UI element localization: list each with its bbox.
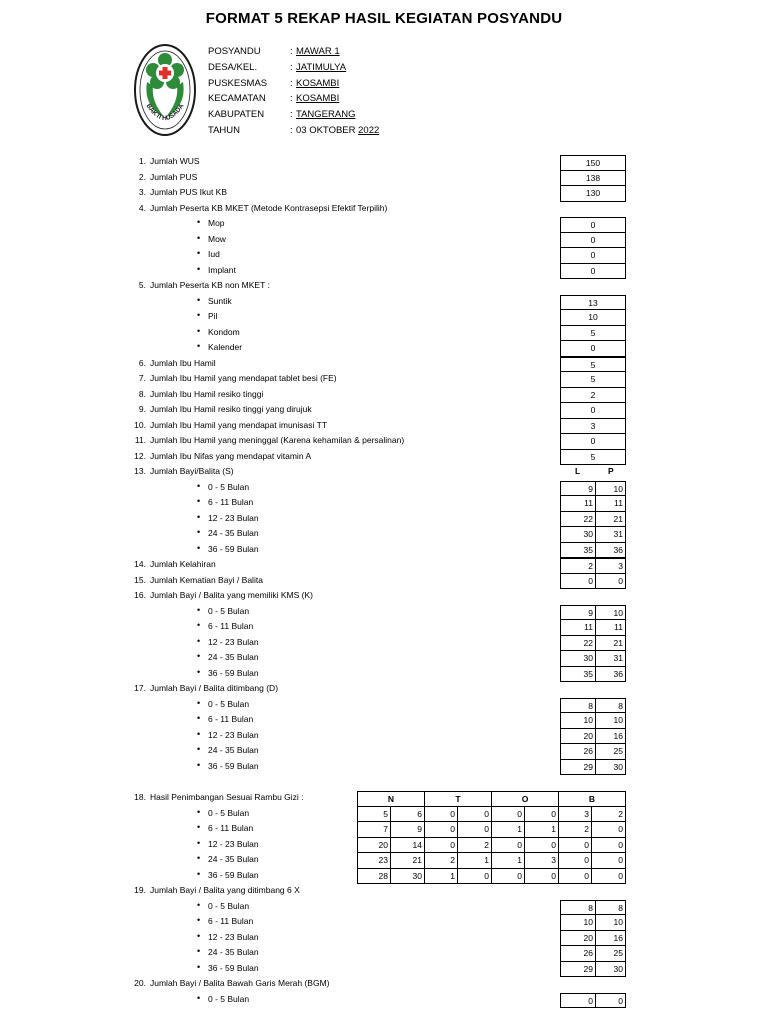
value-cell: 2 bbox=[424, 853, 458, 869]
bullet-icon: • bbox=[197, 868, 201, 879]
item-label: Jumlah Ibu Hamil bbox=[150, 357, 216, 368]
sub-item-label: 36 - 59 Bulan bbox=[208, 667, 259, 678]
item-number: 2. bbox=[138, 171, 146, 182]
bullet-icon: • bbox=[197, 992, 201, 1003]
value-cell: 5 bbox=[560, 372, 626, 388]
value-cell: 9 bbox=[390, 822, 425, 838]
bullet-icon: • bbox=[197, 604, 201, 615]
sub-item-row bbox=[0, 667, 768, 683]
sub-item-row bbox=[0, 993, 768, 1009]
value-cell-l: 11 bbox=[560, 620, 596, 636]
item-label: Jumlah Bayi / Balita Bawah Garis Merah (BGM) bbox=[150, 978, 330, 988]
item-number: 5. bbox=[138, 280, 146, 290]
value-cell-p: 21 bbox=[595, 512, 626, 528]
item-row bbox=[0, 388, 768, 404]
item-row bbox=[0, 155, 768, 171]
sub-item-label: 24 - 35 Bulan bbox=[208, 652, 259, 662]
item-label: Jumlah Bayi / Balita yang memiliki KMS (K) bbox=[150, 590, 313, 600]
value-cell: 10 bbox=[560, 310, 626, 326]
header-info-label: KECAMATAN bbox=[208, 93, 266, 105]
bullet-icon: • bbox=[197, 666, 201, 677]
value-cell: 0 bbox=[560, 248, 626, 264]
value-cell: 0 bbox=[457, 869, 492, 885]
value-cell-l: 29 bbox=[560, 962, 596, 978]
item-number: 6. bbox=[138, 357, 146, 368]
value-cell: 5 bbox=[560, 357, 626, 373]
bullet-icon: • bbox=[197, 697, 201, 708]
item-label: Jumlah PUS Ikut KB bbox=[150, 187, 228, 197]
sub-item-label: 36 - 59 Bulan bbox=[208, 543, 259, 554]
bullet-icon: • bbox=[197, 496, 201, 506]
value-cell-p: 36 bbox=[595, 543, 626, 559]
sub-item-row bbox=[0, 760, 768, 776]
sub-item-label: 6 - 11 Bulan bbox=[208, 714, 254, 724]
sub-item-label: 12 - 23 Bulan bbox=[208, 512, 259, 523]
value-cell-p: 10 bbox=[595, 481, 626, 497]
header-info-label: TAHUN bbox=[208, 125, 241, 136]
sub-item-row bbox=[0, 962, 768, 978]
item-row bbox=[0, 574, 768, 590]
bullet-icon: • bbox=[197, 325, 201, 336]
sub-item-label: 6 - 11 Bulan bbox=[208, 916, 254, 926]
sub-item-label: 12 - 23 Bulan bbox=[208, 729, 259, 740]
value-cell: 0 bbox=[591, 869, 626, 885]
value-cell: 0 bbox=[457, 807, 492, 823]
value-cell-p: 16 bbox=[595, 729, 626, 745]
sub-item-row bbox=[0, 946, 768, 962]
sub-item-label: Mow bbox=[208, 233, 226, 244]
value-cell-p: 16 bbox=[595, 931, 626, 947]
header-info-value bbox=[296, 125, 379, 136]
item-number: 20. bbox=[134, 978, 146, 988]
sub-item-label: 6 - 11 Bulan bbox=[208, 497, 254, 507]
value-cell: 0 bbox=[457, 822, 492, 838]
header-info-colon: : bbox=[290, 125, 293, 136]
item-number: 14. bbox=[134, 559, 146, 569]
sub-item-row bbox=[0, 264, 768, 280]
item-label: Jumlah Bayi/Balita (S) bbox=[150, 466, 234, 476]
sub-item-label: 0 - 5 Bulan bbox=[208, 993, 250, 1004]
value-cell-p: 8 bbox=[595, 900, 626, 916]
item-label: Jumlah Ibu Hamil resiko tinggi bbox=[150, 388, 264, 399]
sub-item-label: Suntik bbox=[208, 295, 232, 306]
item-number: 1. bbox=[138, 156, 146, 166]
sub-item-row bbox=[0, 326, 768, 342]
column-header-b: B bbox=[558, 791, 626, 807]
header-info-value: KOSAMBI bbox=[296, 77, 340, 89]
item-label: Jumlah PUS bbox=[150, 171, 198, 182]
value-cell: 0 bbox=[558, 869, 592, 885]
item-row bbox=[0, 977, 768, 993]
header-info-value: TANGERANG bbox=[296, 109, 356, 121]
sub-item-row bbox=[0, 900, 768, 916]
value-cell: 2 bbox=[558, 822, 592, 838]
value-cell: 2 bbox=[457, 838, 492, 854]
column-header-l: L bbox=[575, 466, 581, 476]
sub-item-row bbox=[0, 729, 768, 745]
value-cell: 0 bbox=[591, 822, 626, 838]
bullet-icon: • bbox=[197, 511, 201, 522]
item-label: Jumlah Ibu Hamil yang meninggal (Karena kehamilan & persalinan) bbox=[150, 435, 405, 445]
sub-item-row bbox=[0, 481, 768, 497]
value-cell-p: 11 bbox=[595, 496, 626, 512]
header-info-value: JATIMULYA bbox=[296, 61, 347, 73]
item-row bbox=[0, 682, 768, 698]
item-label: Jumlah Bayi / Balita yang ditimbang 6 X bbox=[150, 885, 300, 895]
sub-item-row bbox=[0, 869, 768, 885]
value-cell: 0 bbox=[524, 807, 559, 823]
item-row bbox=[0, 279, 768, 295]
value-cell-l: 10 bbox=[560, 713, 596, 729]
sub-item-row bbox=[0, 853, 768, 869]
sub-item-label: Iud bbox=[208, 249, 220, 259]
bullet-icon: • bbox=[197, 744, 201, 754]
item-row bbox=[0, 403, 768, 419]
value-cell: 1 bbox=[424, 869, 458, 885]
item-row bbox=[0, 791, 768, 807]
bullet-icon: • bbox=[197, 713, 201, 723]
value-cell: 28 bbox=[357, 869, 391, 885]
sub-item-row bbox=[0, 512, 768, 528]
sub-item-row bbox=[0, 698, 768, 714]
value-cell-p: 0 bbox=[595, 574, 626, 590]
bullet-icon: • bbox=[197, 946, 201, 956]
header-info-colon: : bbox=[290, 93, 293, 105]
item-number: 18. bbox=[134, 792, 146, 802]
value-cell: 0 bbox=[560, 264, 626, 280]
bullet-icon: • bbox=[197, 527, 201, 537]
value-cell: 5 bbox=[560, 450, 626, 466]
sub-item-label: 0 - 5 Bulan bbox=[208, 807, 250, 818]
header-info-colon: : bbox=[290, 46, 293, 57]
value-cell-l: 30 bbox=[560, 527, 596, 543]
header-info-label: POSYANDU bbox=[208, 46, 261, 57]
bullet-icon: • bbox=[197, 341, 201, 351]
value-cell: 0 bbox=[558, 853, 592, 869]
sub-item-label: 6 - 11 Bulan bbox=[208, 621, 254, 631]
value-cell-p: 31 bbox=[595, 651, 626, 667]
sub-item-row bbox=[0, 605, 768, 621]
item-row bbox=[0, 419, 768, 435]
value-cell: 0 bbox=[560, 434, 626, 450]
item-row bbox=[0, 589, 768, 605]
value-cell-p: 31 bbox=[595, 527, 626, 543]
value-cell: 0 bbox=[424, 822, 458, 838]
bullet-icon: • bbox=[197, 310, 201, 320]
value-cell: 0 bbox=[560, 217, 626, 233]
value-cell: 0 bbox=[558, 838, 592, 854]
item-number: 13. bbox=[134, 466, 146, 476]
value-cell-l: 29 bbox=[560, 760, 596, 776]
sub-item-row bbox=[0, 636, 768, 652]
value-cell-l: 30 bbox=[560, 651, 596, 667]
sub-item-label: 12 - 23 Bulan bbox=[208, 931, 259, 942]
item-number: 3. bbox=[138, 187, 146, 197]
value-cell: 0 bbox=[560, 233, 626, 249]
value-cell: 150 bbox=[560, 155, 626, 171]
bullet-icon: • bbox=[197, 263, 201, 274]
sub-item-row bbox=[0, 217, 768, 233]
value-cell-p: 30 bbox=[595, 760, 626, 776]
document-title: FORMAT 5 REKAP HASIL KEGIATAN POSYANDU bbox=[205, 10, 563, 27]
logo-text: BAKTI HUSADA bbox=[144, 102, 186, 123]
value-cell-l: 22 bbox=[560, 512, 596, 528]
item-number: 7. bbox=[138, 373, 146, 383]
item-number: 11. bbox=[134, 435, 146, 445]
value-cell: 130 bbox=[560, 186, 626, 202]
item-row bbox=[0, 450, 768, 466]
value-cell: 138 bbox=[560, 171, 626, 187]
item-number: 17. bbox=[134, 683, 146, 693]
header-info-colon: : bbox=[290, 61, 293, 73]
bullet-icon: • bbox=[197, 853, 201, 863]
sub-item-label: 36 - 59 Bulan bbox=[208, 869, 259, 880]
header-info-value: MAWAR 1 bbox=[296, 46, 340, 57]
header-info-label: DESA/KEL. bbox=[208, 61, 258, 73]
value-cell-p: 36 bbox=[595, 667, 626, 683]
value-cell-p: 10 bbox=[595, 915, 626, 931]
item-row bbox=[0, 884, 768, 900]
value-cell: 6 bbox=[390, 807, 425, 823]
bullet-icon: • bbox=[197, 930, 201, 941]
sub-item-label: 36 - 59 Bulan bbox=[208, 760, 259, 771]
bullet-icon: • bbox=[197, 232, 201, 243]
value-cell: 3 bbox=[560, 419, 626, 435]
item-row bbox=[0, 171, 768, 187]
item-label: Jumlah Ibu Hamil yang mendapat tablet besi (FE) bbox=[150, 373, 337, 383]
value-cell-p: 3 bbox=[595, 558, 626, 574]
bullet-icon: • bbox=[197, 822, 201, 832]
value-cell-l: 9 bbox=[560, 605, 596, 621]
sub-item-label: 6 - 11 Bulan bbox=[208, 823, 254, 833]
column-header-n: N bbox=[357, 791, 425, 807]
item-label: Jumlah Ibu Hamil resiko tinggi yang dirujuk bbox=[150, 404, 312, 414]
sub-item-label: 0 - 5 Bulan bbox=[208, 900, 250, 911]
value-cell-p: 25 bbox=[595, 946, 626, 962]
value-cell: 14 bbox=[390, 838, 425, 854]
sub-item-label: 12 - 23 Bulan bbox=[208, 636, 259, 647]
item-number: 4. bbox=[138, 202, 146, 213]
value-cell-p: 30 bbox=[595, 962, 626, 978]
sub-item-row bbox=[0, 496, 768, 512]
bullet-icon: • bbox=[197, 542, 201, 553]
value-cell: 7 bbox=[357, 822, 391, 838]
value-cell-l: 26 bbox=[560, 744, 596, 760]
item-number: 15. bbox=[134, 574, 146, 585]
sub-item-label: 12 - 23 Bulan bbox=[208, 838, 259, 849]
sub-item-row bbox=[0, 248, 768, 264]
value-cell: 3 bbox=[524, 853, 559, 869]
value-cell-l: 8 bbox=[560, 698, 596, 714]
item-number: 12. bbox=[134, 450, 146, 461]
item-row bbox=[0, 372, 768, 388]
value-cell-l: 22 bbox=[560, 636, 596, 652]
item-label: Jumlah Ibu Nifas yang mendapat vitamin A bbox=[150, 450, 312, 461]
value-cell-p: 21 bbox=[595, 636, 626, 652]
bullet-icon: • bbox=[197, 759, 201, 770]
sub-item-row bbox=[0, 341, 768, 357]
value-cell: 0 bbox=[524, 869, 559, 885]
value-cell: 21 bbox=[390, 853, 425, 869]
value-cell-p: 0 bbox=[595, 993, 626, 1009]
bullet-icon: • bbox=[197, 728, 201, 739]
value-cell: 0 bbox=[491, 807, 525, 823]
value-cell: 1 bbox=[491, 822, 525, 838]
bullet-icon: • bbox=[197, 480, 201, 491]
item-label: Jumlah Kematian Bayi / Balita bbox=[150, 574, 263, 585]
sub-item-label: 0 - 5 Bulan bbox=[208, 481, 250, 492]
sub-item-label: 24 - 35 Bulan bbox=[208, 947, 259, 957]
sub-item-row bbox=[0, 295, 768, 311]
header-info-colon: : bbox=[290, 77, 293, 89]
value-cell-l: 11 bbox=[560, 496, 596, 512]
value-cell: 0 bbox=[591, 838, 626, 854]
bullet-icon: • bbox=[197, 899, 201, 910]
header-info-colon: : bbox=[290, 109, 293, 121]
value-cell: 0 bbox=[424, 807, 458, 823]
bullet-icon: • bbox=[197, 915, 201, 925]
sub-item-row bbox=[0, 310, 768, 326]
sub-item-label: 24 - 35 Bulan bbox=[208, 745, 259, 755]
bullet-icon: • bbox=[197, 248, 201, 258]
value-cell-l: 0 bbox=[560, 993, 596, 1009]
sub-item-row bbox=[0, 543, 768, 559]
item-row bbox=[0, 558, 768, 574]
sub-item-row bbox=[0, 931, 768, 947]
value-cell: 5 bbox=[357, 807, 391, 823]
value-cell: 0 bbox=[560, 403, 626, 419]
bakti-husada-logo bbox=[133, 42, 197, 138]
sub-item-row bbox=[0, 527, 768, 543]
bullet-icon: • bbox=[197, 217, 201, 227]
value-cell: 1 bbox=[524, 822, 559, 838]
value-cell: 0 bbox=[491, 869, 525, 885]
sub-item-label: Mop bbox=[208, 218, 225, 228]
item-label: Jumlah Kelahiran bbox=[150, 559, 216, 569]
bullet-icon: • bbox=[197, 651, 201, 661]
column-header-o: O bbox=[491, 791, 559, 807]
value-cell-l: 8 bbox=[560, 900, 596, 916]
item-number: 19. bbox=[134, 885, 146, 895]
sub-item-row bbox=[0, 838, 768, 854]
bullet-icon: • bbox=[197, 837, 201, 848]
item-row bbox=[0, 202, 768, 218]
value-cell-p: 8 bbox=[595, 698, 626, 714]
value-cell: 0 bbox=[424, 838, 458, 854]
sub-item-row bbox=[0, 915, 768, 931]
sub-item-row bbox=[0, 233, 768, 249]
item-number: 10. bbox=[134, 419, 146, 430]
item-row bbox=[0, 186, 768, 202]
sub-item-label: 0 - 5 Bulan bbox=[208, 698, 250, 709]
value-cell: 2 bbox=[560, 388, 626, 404]
header-info-year: 2022 bbox=[358, 125, 380, 136]
value-cell: 20 bbox=[357, 838, 391, 854]
sub-item-label: 0 - 5 Bulan bbox=[208, 605, 250, 616]
column-header-p: P bbox=[608, 466, 614, 476]
value-cell: 2 bbox=[591, 807, 626, 823]
value-cell-l: 10 bbox=[560, 915, 596, 931]
sub-item-row bbox=[0, 744, 768, 760]
header-info-label: KABUPATEN bbox=[208, 109, 265, 121]
item-number: 9. bbox=[138, 404, 146, 414]
column-header-t: T bbox=[424, 791, 492, 807]
sub-item-label: Kondom bbox=[208, 326, 240, 337]
value-cell: 3 bbox=[558, 807, 592, 823]
sub-item-row bbox=[0, 651, 768, 667]
item-number: 8. bbox=[138, 388, 146, 399]
item-label: Jumlah WUS bbox=[150, 156, 200, 166]
item-row bbox=[0, 357, 768, 373]
value-cell-l: 26 bbox=[560, 946, 596, 962]
value-cell: 0 bbox=[524, 838, 559, 854]
sub-item-label: Kalender bbox=[208, 342, 243, 352]
sub-item-label: Implant bbox=[208, 264, 236, 275]
value-cell-l: 35 bbox=[560, 543, 596, 559]
value-cell: 30 bbox=[390, 869, 425, 885]
value-cell-p: 25 bbox=[595, 744, 626, 760]
value-cell: 13 bbox=[560, 295, 626, 311]
value-cell: 0 bbox=[560, 341, 626, 357]
value-cell: 1 bbox=[491, 853, 525, 869]
value-cell-p: 10 bbox=[595, 605, 626, 621]
bullet-icon: • bbox=[197, 294, 201, 305]
item-label: Jumlah Peserta KB non MKET : bbox=[150, 280, 270, 290]
sub-item-row bbox=[0, 822, 768, 838]
value-cell: 23 bbox=[357, 853, 391, 869]
item-row bbox=[0, 465, 768, 481]
bullet-icon: • bbox=[197, 635, 201, 646]
header-info-label: PUSKESMAS bbox=[208, 77, 268, 89]
header-info-value: KOSAMBI bbox=[296, 93, 340, 105]
header-info-date: 03 OKTOBER bbox=[296, 125, 359, 136]
value-cell: 0 bbox=[491, 838, 525, 854]
item-label: Jumlah Ibu Hamil yang mendapat imunisasi TT bbox=[150, 419, 328, 430]
item-row bbox=[0, 434, 768, 450]
value-cell-l: 20 bbox=[560, 931, 596, 947]
value-cell-p: 11 bbox=[595, 620, 626, 636]
item-label: Jumlah Peserta KB MKET (Metode Kontrasepsi Efektif Terpilih) bbox=[150, 202, 388, 213]
value-cell: 0 bbox=[591, 853, 626, 869]
bullet-icon: • bbox=[197, 806, 201, 817]
value-cell-l: 0 bbox=[560, 574, 596, 590]
value-cell-l: 20 bbox=[560, 729, 596, 745]
sub-item-row bbox=[0, 620, 768, 636]
value-cell-p: 10 bbox=[595, 713, 626, 729]
sub-item-row bbox=[0, 807, 768, 823]
value-cell-l: 9 bbox=[560, 481, 596, 497]
bullet-icon: • bbox=[197, 961, 201, 972]
item-label: Jumlah Bayi / Balita ditimbang (D) bbox=[150, 683, 279, 693]
value-cell: 5 bbox=[560, 326, 626, 342]
sub-item-row bbox=[0, 713, 768, 729]
item-number: 16. bbox=[134, 590, 146, 600]
sub-item-label: 24 - 35 Bulan bbox=[208, 528, 259, 538]
value-cell: 1 bbox=[457, 853, 492, 869]
sub-item-label: 24 - 35 Bulan bbox=[208, 854, 259, 864]
item-label: Hasil Penimbangan Sesuai Rambu Gizi : bbox=[150, 792, 304, 802]
sub-item-label: 36 - 59 Bulan bbox=[208, 962, 259, 973]
value-cell-l: 35 bbox=[560, 667, 596, 683]
sub-item-label: Pil bbox=[208, 311, 218, 321]
value-cell-l: 2 bbox=[560, 558, 596, 574]
bullet-icon: • bbox=[197, 620, 201, 630]
